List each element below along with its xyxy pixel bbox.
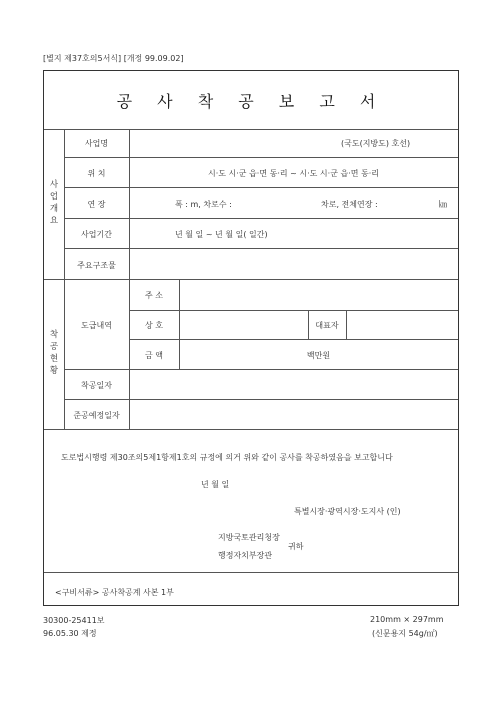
location-label: 위 치	[87, 169, 106, 178]
statement-text: 도로법시행령 제30조의5제1항제1호의 규정에 의거 위와 같이 공사를 착공하였음을 보고합니다	[61, 453, 393, 462]
ceo-label: 대표자	[315, 321, 339, 330]
project-name-value: (국도(지방도) 호선)	[341, 139, 411, 148]
paper-size: 210mm × 297mm	[370, 615, 444, 624]
date-line: 년 월 일	[201, 480, 230, 489]
start-date-label: 착공일자	[81, 381, 112, 390]
reporter-line: 특별시장·광역시장·도지사 (인)	[294, 507, 401, 516]
recipient-1: 지방국토관리청장	[218, 533, 280, 542]
structure-label: 주요구조물	[77, 261, 116, 270]
contractor-label: 도급내역	[81, 321, 112, 330]
completion-date-label: 준공예정일자	[73, 411, 120, 420]
amount-value: 백만원	[306, 351, 331, 360]
recipient-suffix: 귀하	[288, 542, 304, 551]
address-label: 주 소	[145, 291, 163, 300]
amount-label: 금 액	[145, 351, 163, 360]
total-length-value: 차로, 전체연장 :	[321, 200, 378, 209]
form-code: 30300-25411보	[43, 616, 105, 625]
company-label: 상 호	[145, 321, 163, 330]
enacted-date: 96.05.30 제정	[43, 629, 97, 638]
report-form	[43, 70, 459, 606]
length-unit: ㎞	[439, 200, 447, 209]
width-lanes-value: 폭 : m, 차로수 :	[175, 200, 232, 209]
form-number: [별지 제37호의5서식] [개정 99.09.02]	[43, 54, 184, 63]
length-label: 연 장	[87, 200, 106, 209]
attachment-note: <구비서류> 공사착공계 사본 1부	[55, 588, 174, 597]
section-status-label: 착 공 현 황	[49, 330, 59, 376]
project-name-label: 사업명	[84, 139, 109, 148]
period-label: 사업기간	[81, 230, 112, 239]
period-value: 년 월 일 ~ 년 월 일( 일간)	[175, 230, 268, 239]
form-title: 공 사 착 공 보 고 서	[116, 91, 386, 111]
section-overview-label: 사 업 개 요	[49, 180, 59, 226]
paper-type: (신문용지 54g/㎡)	[372, 629, 438, 638]
location-value: 시·도 시·군 읍·면 동·리 ~ 시·도 시·군 읍·면 동·리	[207, 169, 380, 178]
recipient-2: 행정자치부장관	[218, 551, 273, 560]
